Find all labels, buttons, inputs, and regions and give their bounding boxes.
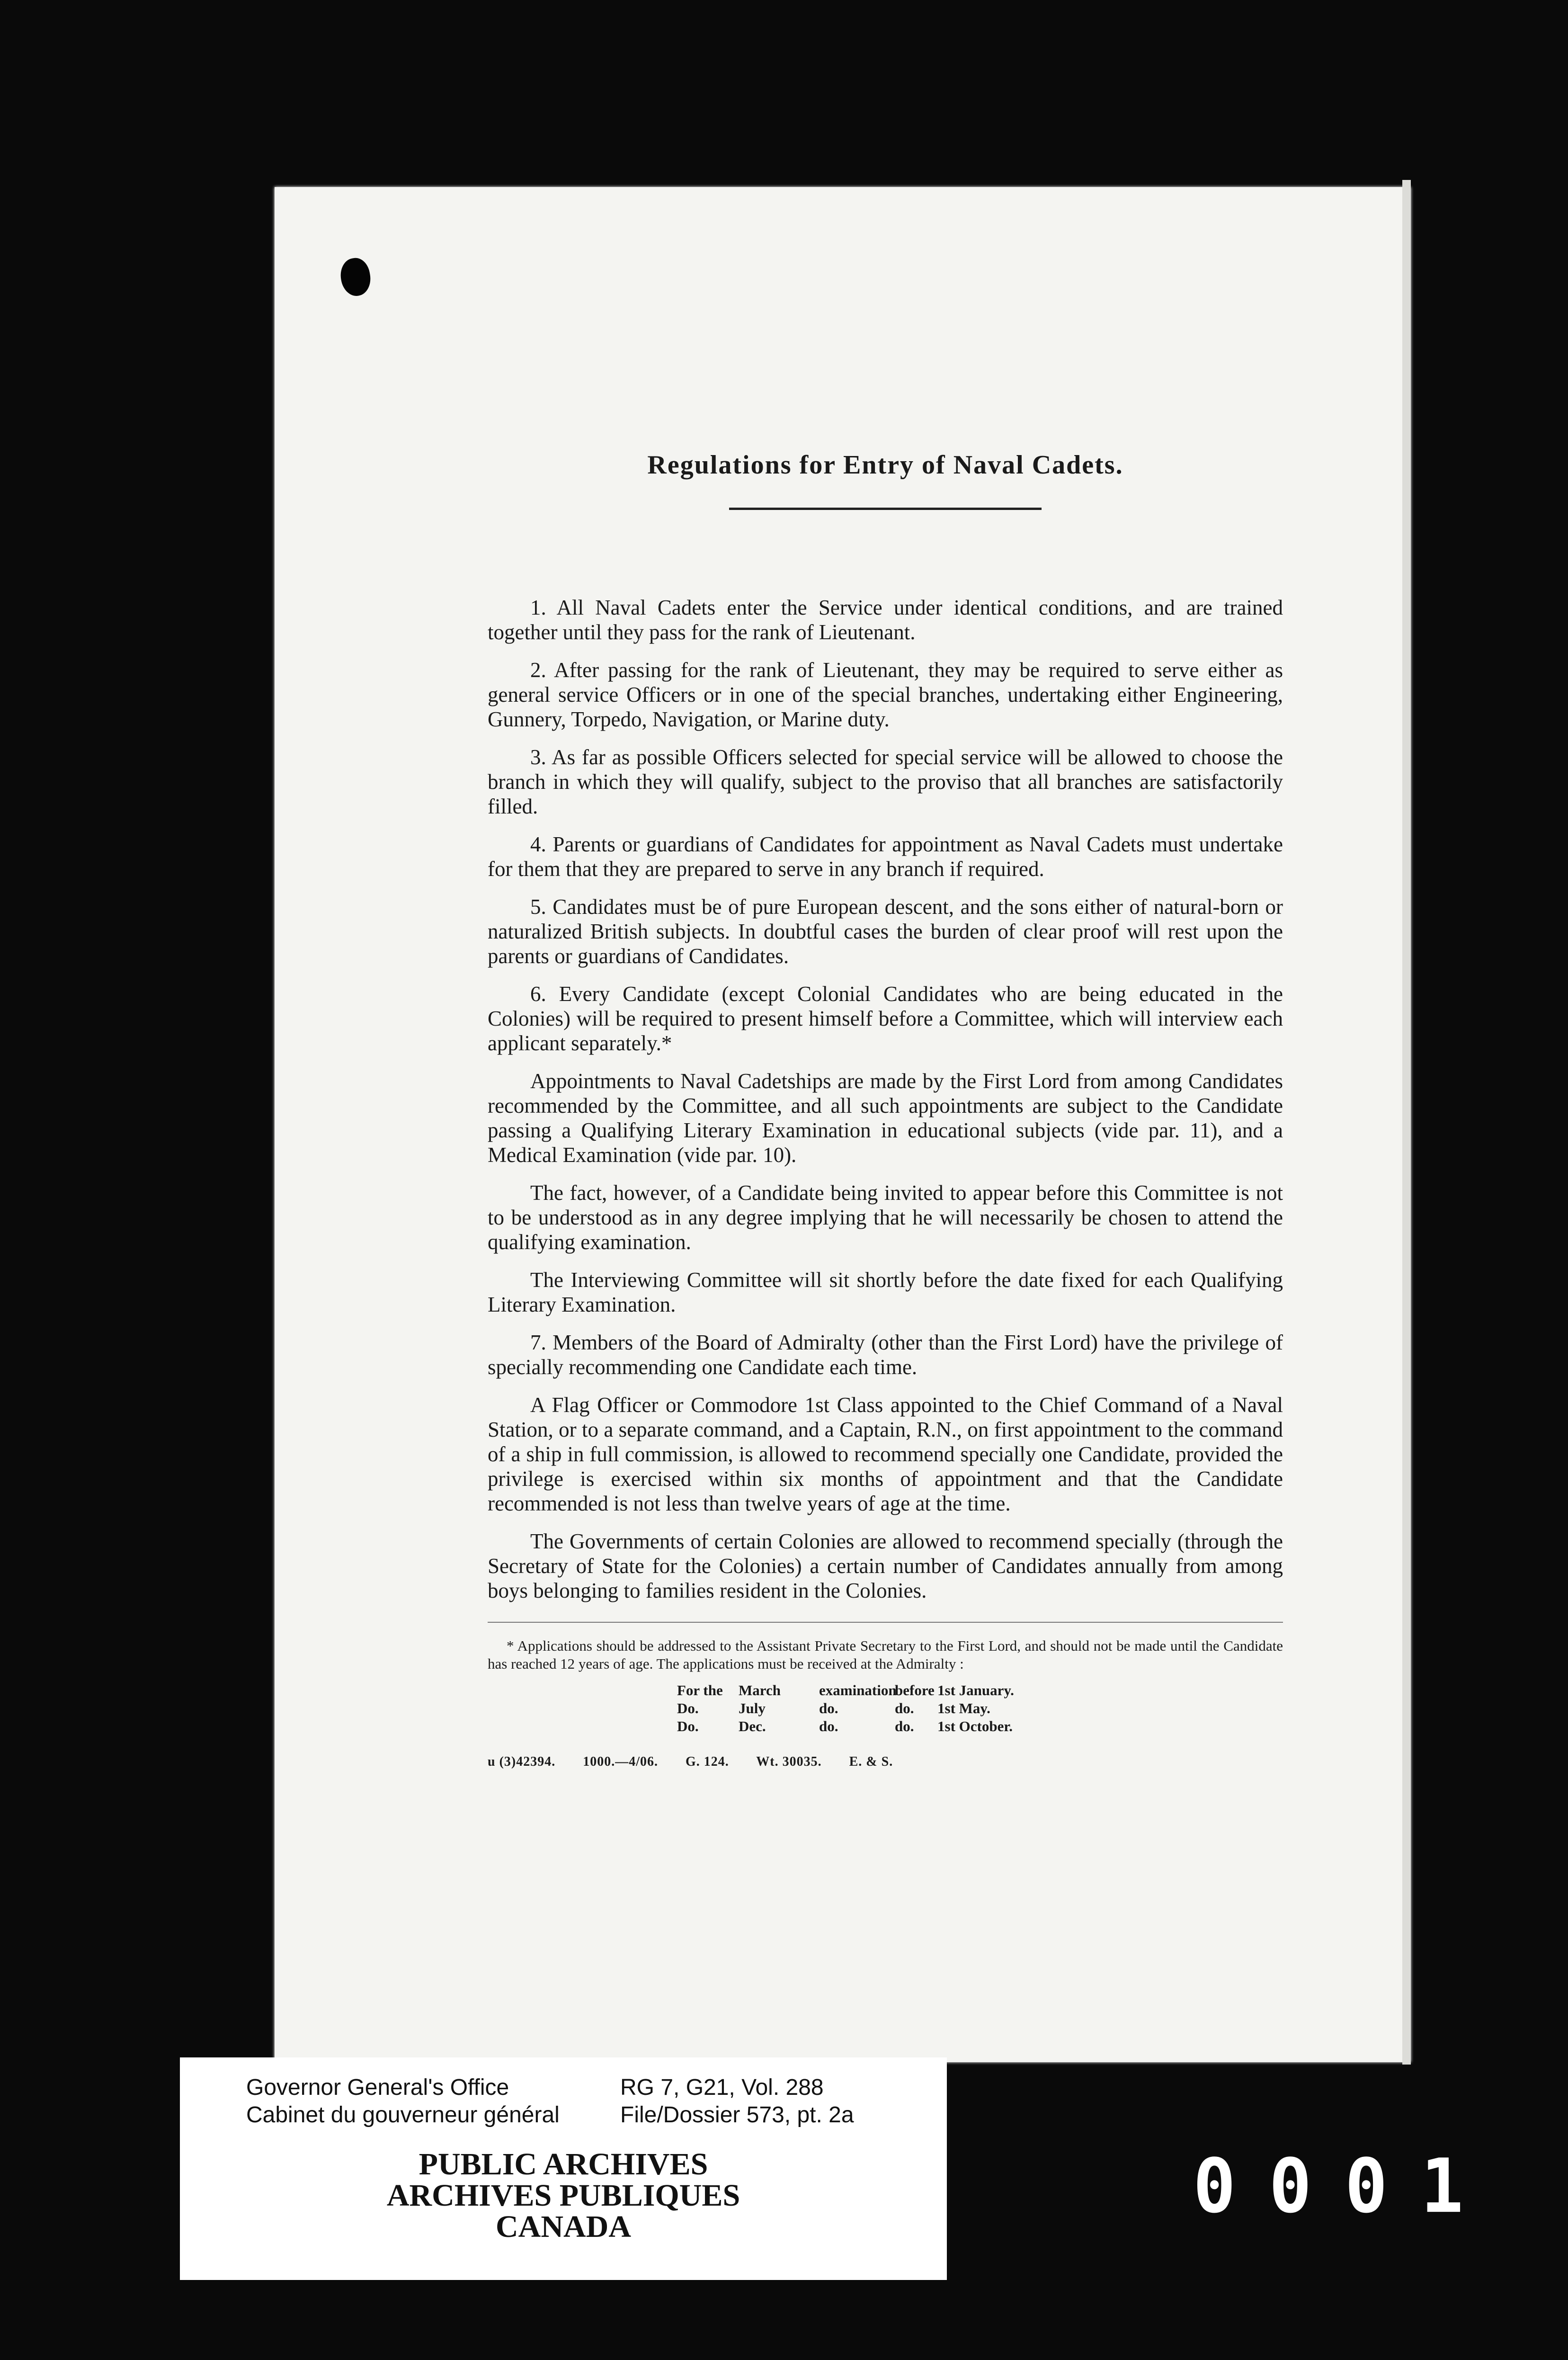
printer-code: E. & S.	[849, 1754, 893, 1769]
schedule-row	[677, 1717, 1283, 1735]
paragraph-3: 3. As far as possible Officers selected for special service will be allowed to choose the branch in which they will qualify, subject to the proviso that all branches are satisfactorily filled.	[488, 745, 1283, 818]
schedule-cell: 1st January.	[937, 1682, 1014, 1698]
schedule-cell: do.	[819, 1718, 838, 1734]
archives-english: PUBLIC ARCHIVES	[419, 2147, 708, 2181]
archive-reference-label	[218, 2065, 909, 2150]
printer-code: 1000.—4/06.	[583, 1754, 659, 1769]
title-rule	[729, 508, 1042, 510]
schedule-cell: July	[739, 1700, 766, 1716]
schedule-cell: do.	[819, 1700, 838, 1716]
paragraph-7-colonies: The Governments of certain Colonies are allowed to recommend specially (through the Secretary of State for the Colonies) a certain number of Candidates annually from among boys belonging to families resident in the Colonies.	[488, 1529, 1283, 1602]
printer-code: Wt. 30035.	[756, 1754, 822, 1769]
record-group: RG 7, G21, Vol. 288	[620, 2075, 824, 2100]
archives-stamp	[180, 2140, 947, 2282]
printer-code: u (3)42394.	[488, 1754, 556, 1769]
schedule-cell: Do.	[677, 1700, 699, 1716]
printer-code: G. 124.	[686, 1754, 729, 1769]
file-number: File/Dossier 573, pt. 2a	[620, 2102, 854, 2128]
paragraph-5: 5. Candidates must be of pure European descent, and the sons either of natural-born or naturalized British subjects. In doubtful cases the burden of clear proof will rest upon the parents or guardians of Candidates.	[488, 895, 1283, 968]
office-french: Cabinet du gouverneur général	[246, 2102, 560, 2128]
schedule-cell: Dec.	[739, 1718, 766, 1734]
regulations-body	[488, 595, 1283, 1603]
paragraph-7: 7. Members of the Board of Admiralty (other than the First Lord) have the privilege of specially recommending one Candidate each time.	[488, 1331, 1283, 1379]
frame-number: 0001	[1193, 2143, 1497, 2230]
document-title: Regulations for Entry of Naval Cadets.	[647, 450, 1123, 480]
schedule-cell: March	[739, 1682, 781, 1698]
file-reference	[620, 2074, 854, 2129]
examination-schedule	[677, 1681, 1283, 1735]
paragraph-2: 2. After passing for the rank of Lieutenant, they may be required to serve either as general service Officers or in one of the special branches, undertaking either Engineering, Gunnery, Torpedo, Navigation, or Marine duty.	[488, 658, 1283, 731]
schedule-cell: Do.	[677, 1718, 699, 1734]
schedule-cell: For the	[677, 1682, 723, 1698]
paragraph-1: 1. All Naval Cadets enter the Service under identical conditions, and are trained together until they pass for the rank of Lieutenant.	[488, 596, 1283, 644]
schedule-cell: do.	[895, 1718, 914, 1734]
printer-line	[488, 1754, 1283, 1770]
schedule-cell: 1st October.	[937, 1718, 1013, 1734]
document-content	[488, 450, 1283, 1770]
paragraph-7-flag-officer: A Flag Officer or Commodore 1st Class appointed to the Chief Command of a Naval Station, or to a separate command, and a Captain, R.N., on first appointment to the command of a ship in full commission, is allowed to recommend specially one Candidate, provided the privilege is exercised within six months of appointment and that the Candidate recommended is not less than twelve years of age at the time.	[488, 1393, 1283, 1515]
office-english: Governor General's Office	[246, 2075, 509, 2100]
paragraph-6-invitation: The fact, however, of a Candidate being invited to appear before this Committee is not to be understood as in any degree implying that he will necessarily be chosen to attend the qualifying examination.	[488, 1181, 1283, 1254]
schedule-cell: examination	[819, 1682, 897, 1698]
office-names	[246, 2074, 560, 2129]
archives-french: ARCHIVES PUBLIQUES	[386, 2178, 740, 2213]
archives-country: CANADA	[496, 2209, 631, 2244]
schedule-cell: 1st May.	[937, 1700, 990, 1716]
paragraph-6-committee: The Interviewing Committee will sit shortly before the date fixed for each Qualifying Literary Examination.	[488, 1268, 1283, 1316]
paragraph-4: 4. Parents or guardians of Candidates for appointment as Naval Cadets must undertake for them that they are prepared to serve in any branch if required.	[488, 832, 1283, 881]
paragraph-6-appointments: Appointments to Naval Cadetships are made by the First Lord from among Candidates recommended by the Committee, and all such appointments are subject to the Candidate passing a Qualifying Literary Examination in educational subjects (vide par. 11), and a Medical Examination (vide par. 10).	[488, 1069, 1283, 1167]
schedule-row	[677, 1681, 1283, 1699]
footnote-rule	[488, 1622, 1283, 1623]
schedule-cell: do.	[895, 1700, 914, 1716]
page-edge	[1402, 180, 1411, 2065]
footnote: * Applications should be addressed to the Assistant Private Secretary to the First Lord, and should not be made until the Candidate has reached 12 years of age. The applications must be received at the Admiralty :	[488, 1637, 1283, 1672]
schedule-row	[677, 1699, 1283, 1717]
schedule-cell: before	[895, 1682, 935, 1698]
paragraph-6: 6. Every Candidate (except Colonial Candidates who are being educated in the Colonies) will be required to present himself before a Committee, which will interview each applicant separately.*	[488, 982, 1283, 1055]
